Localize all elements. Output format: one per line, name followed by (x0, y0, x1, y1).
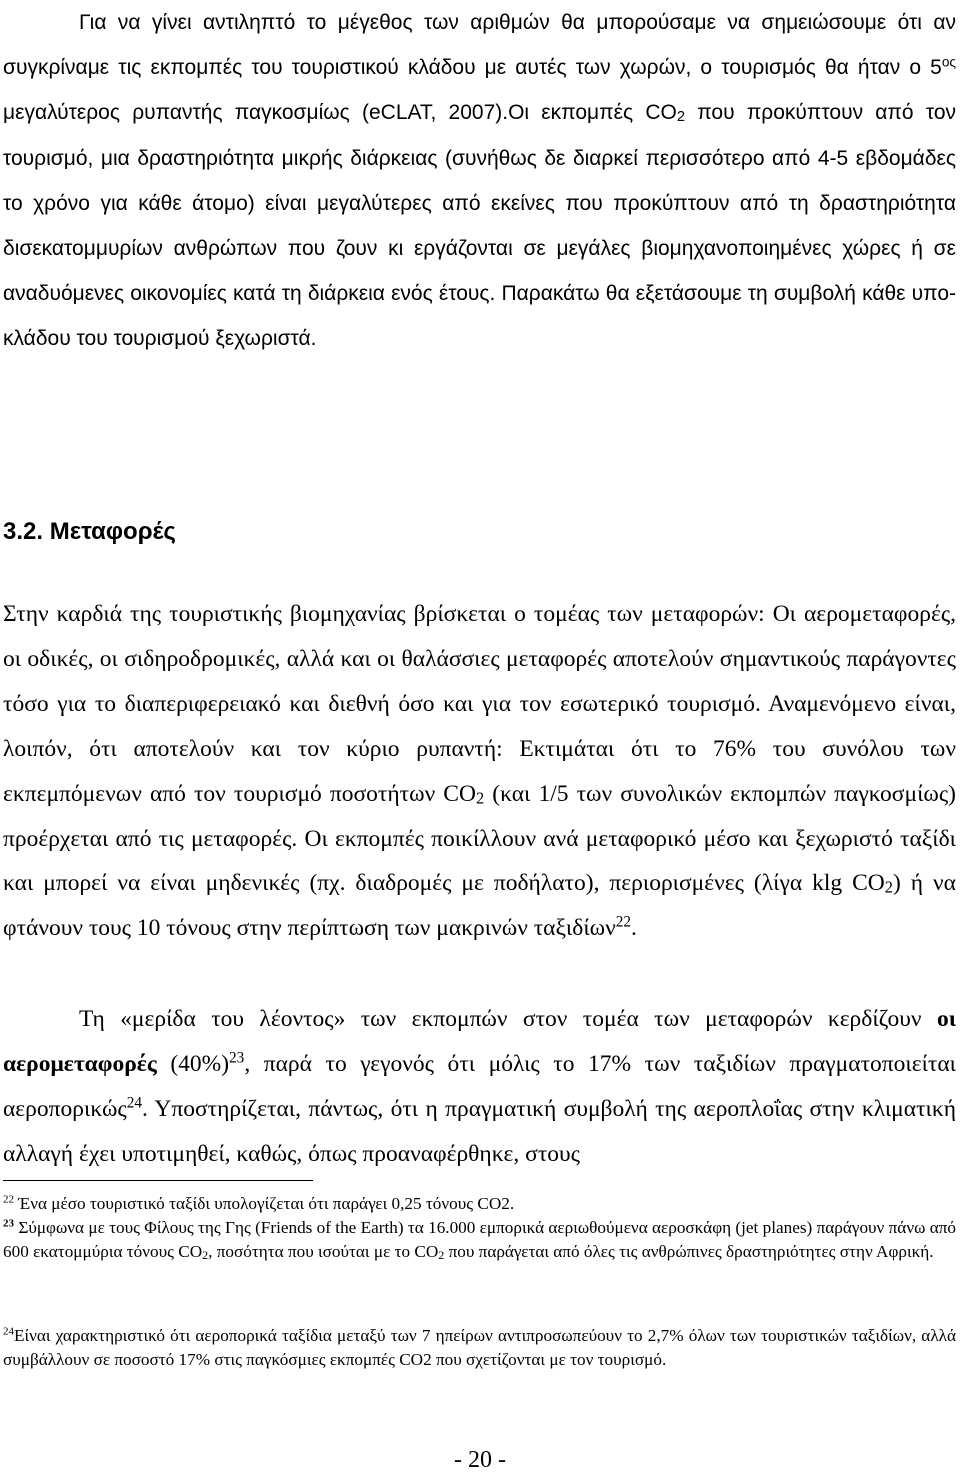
footnote-number: 24 (3, 1325, 14, 1338)
text-run: (40%) (156, 1050, 230, 1077)
text-run: Τη «μερίδα του λέοντος» των εκπομπών στον τομέα των μεταφορών κερδίζουν (79, 1006, 937, 1032)
page-number: - 20 - (454, 1447, 506, 1473)
co2-subscript: 2 (438, 1247, 445, 1262)
footnote-text: που παράγεται από όλες τις ανθρώπινες δραστηριότητες στην Αφρική. (444, 1241, 934, 1261)
text-run: . Υποστηρίζεται, πάντως, ότι η πραγματική συμβολή της αεροπλοΐας στην κλιματική αλλαγή έχει υποτιμηθεί, καθώς, όπως προαναφέρθηκε, στους (3, 1095, 956, 1167)
co2-subscript: 2 (884, 877, 893, 897)
section-heading: 3.2. Μεταφορές (3, 518, 176, 545)
text-run: Στην καρδιά της τουριστικής βιομηχανίας βρίσκεται ο τομέας των μεταφορών: Οι αερομεταφορές, οι οδικές, οι σιδηροδρομικές, αλλά και οι θαλάσσιες μεταφορές αποτελούν σημαντικούς παράγοντες τόσο για το διαπεριφερειακό και διεθνή όσο και για τον εσωτερικό τουρισμό. Αναμενόμενο είναι, λοιπόν, ότι αποτελούν και τον κύριο ρυπαντή: Εκτιμάται ότι το 76% του συνόλου των εκπεμπόμενων από τον τουρισμό ποσοτήτων CO (3, 601, 956, 807)
footnote-number: 22 (3, 1193, 14, 1206)
co2-subscript: 2 (475, 788, 485, 808)
footnote-text: Ένα μέσο τουριστικό ταξίδι υπολογίζεται ότι παράγει 0,25 τόνους CO2. (14, 1194, 515, 1213)
paragraph-tourism-emissions (3, 0, 956, 362)
text-run: , παρά το γεγονός ότι μόλις το 17% των ταξιδίων πραγματοποιείται αεροπορικώς (3, 1050, 956, 1122)
footnote-22 (3, 1192, 956, 1216)
paragraph-transport (3, 592, 956, 951)
text-run: (και 1/5 των συνολικών εκπομπών παγκοσμίως) προέρχεται από τις μεταφορές. Οι εκπομπές ποικίλλουν ανά μεταφορικό μέσο και ξεχωριστό ταξίδι και μπορεί να είναι μηδενικές (πχ. διαδρομές με ποδήλατο), περιορισμένες (λίγα klg CO (3, 780, 956, 897)
co2-subscript: 2 (202, 1247, 209, 1262)
footnote-24 (3, 1324, 956, 1371)
text-run: . (631, 915, 637, 942)
footnote-ref-23[interactable]: 23 (229, 1049, 245, 1067)
text-run: ) ή να φτάνουν τους 10 τόνους στην περίπτωση των μακρινών ταξιδίων (3, 870, 956, 942)
text-run: μεγαλύτερος ρυπαντής παγκοσμίως (eCLAT, 2007).Οι εκπομπές CO (3, 101, 677, 125)
footnote-text: , ποσότητα που ισούται με το CO (208, 1241, 439, 1261)
footnote-ref-22[interactable]: 22 (615, 913, 632, 931)
footnote-separator (3, 1180, 313, 1181)
text-run: Για να γίνει αντιληπτό το μέγεθος των αριθμών θα μπορούσαμε να σημειώσουμε ότι αν συγκρίναμε τις εκπομπές του τουριστικού κλάδου με αυτές των χωρών, ο τουρισμός θα ήταν ο 5 (3, 11, 956, 80)
bold-term: οι αερομεταφορές (3, 1006, 956, 1077)
paragraph-air-transport (3, 997, 956, 1177)
footnote-23 (3, 1216, 956, 1263)
footnote-ref-24[interactable]: 24 (126, 1094, 142, 1112)
footnote-text: Είναι χαρακτηριστικό ότι αεροπορικά ταξίδια μεταξύ των 7 ηπείρων αντιπροσωπεύουν το 2,7% όλων των τουριστικών ταξιδίων, αλλά συμβάλλουν σε ποσοστό 17% στις παγκόσμιες εκπομπές CO2 που σχετίζονται με τον τουρισμό. (3, 1326, 956, 1369)
ordinal-superscript: ος (941, 54, 956, 70)
footnote-text: Σύμφωνα με τους Φίλους της Γης (Friends of the Earth) τα 16.000 εμπορικά αεριωθούμενα αεροσκάφη (jet planes) παράγουν πάνω από 600 εκατομμύρια τόνους CO (3, 1218, 956, 1261)
footnote-number: 23 (3, 1217, 14, 1230)
text-run: που προκύπτουν από τον τουρισμό, μια δραστηριότητα μικρής διάρκειας (συνήθως δε διαρκεί περισσότερο από 4-5 εβδομάδες το χρόνο για κάθε άτομο) είναι μεγαλύτερες από εκείνες που προκύπτουν από τη δραστηριότητα δισεκατομμυρίων ανθρώπων που ζουν κι εργάζονται σε μεγάλες βιομηχανοποιημένες χώρες ή σε αναδυόμενες οικονομίες κατά τη διάρκεια ενός έτους. Παρακάτω θα εξετάσουμε τη συμβολή κάθε υπο-κλάδου του τουρισμού ξεχωριστά. (3, 101, 956, 351)
co2-subscript: 2 (676, 109, 686, 126)
